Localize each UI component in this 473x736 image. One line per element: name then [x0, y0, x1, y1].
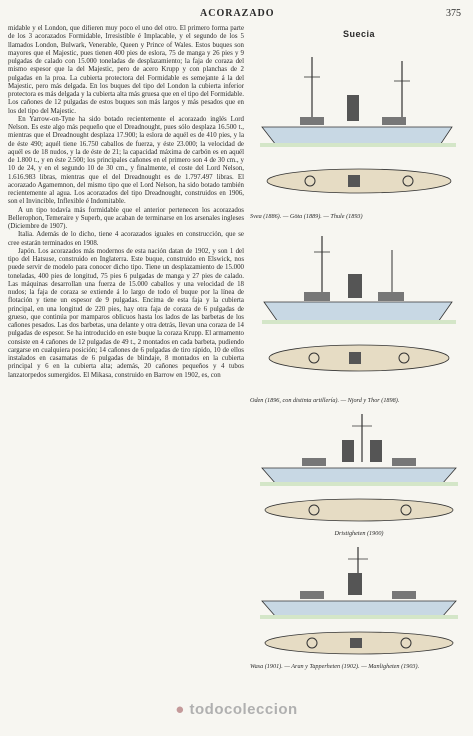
ship-caption: Wasa (1901). — Aran y Tapperheten (1902). — Manligheten (1903).	[250, 663, 420, 670]
watermark-text: todocoleccion	[189, 701, 298, 718]
ship-caption: Oden (1896, con distinta artillería). — Njord y Thor (1898).	[250, 397, 400, 404]
ship-caption: Svea (1886). — Göta (1889). — Thule (1893)	[250, 213, 363, 220]
ship-caption: Dristigheten (1900)	[334, 530, 384, 537]
article-paragraph: midable y el London, que difieren muy poco el uno del otro. El primero forma parte de los 3 acorazados Formidable, Irresistible é Implacable, y el segundo de los 5 llamados London, Bulwark, Venerable, Queen y Prince of Wales. Estos buques son mayores que el Majestic, pues tienen 400 pies de eslora, 75 de manga y 26 pies y 9 pulgadas de calado con 15.000 toneladas de desplazamiento; la faja de coraza del mismo espesor que la del Majestic, pero de acero Krupp y con planchas de 2 pulgadas en la proa. La cubierta protectora del Formidable es semejante á la del Majestic, pero más delgada. En los buques del tipo del London la cubierta inferior protectora es más delgada y la cubierta alta más gruesa que en el tipo del Formidable. Los cañones de 12 pulgadas de estos buques son más largos y más pesados que en los del tipo del Majestic.	[8, 25, 244, 115]
article-paragraph: Japón. Los acorazados más modernos de esta nación datan de 1902, y son 1 del tipo del Hatsuse, construido en Inglaterra. Este buque, construido en Elswick, nos puede servir de modelo para conocer dicho tipo. Tiene un desplazamiento de 15.000 toneladas, 400 pies de longitud, 75 pies 6 pulgadas de manga y 27 pies de calado. Las máquinas desarrollan una fuerza de 15.000 caballos y una velocidad de 18 nudos; la faja de coraza se extiende á lo largo de todo el buque por la línea de flotación y tiene un espesor de 9 pulgadas. Encima de esta faja y la cubierta principal, en una longitud de 220 pies, hay otra faja de coraza de 6 pulgadas de grueso, que continúa por mamparos oblicuos hasta los lados de las barbetas de los cañones pesados. Las dos barbetas, una delante y otra detrás, llevan una coraza de 14 pulgadas de espesor. Se ha introducido en este buque la coraza Krupp. El armamento consiste en 4 cañones de 12 pulgadas de 49 t., 2 montados en cada barbeta, pudiendo cargarse en cualquiera posición; 14 cañones de 6 pulgadas de tiro rápido, 10 de ellos instalados en casamatas de 6 pulgadas de blindaje, 8 montados en la cubierta principal y 6 en la cubierta alta; además, 20 cañones pequeños y 4 tubos lanzatorpedos sumergidos. El Mikasa, construido en Barrow en 1902, es, con	[8, 247, 244, 379]
ship-illustration-dristigheten	[252, 410, 466, 528]
ship-illustration-svea	[252, 47, 466, 207]
watermark-logo	[0, 701, 473, 718]
illustration-column	[250, 25, 468, 675]
article-text-column	[8, 25, 244, 675]
running-title: ACORAZADO	[200, 8, 275, 19]
article-paragraph: A un tipo todavía más formidable que el anterior pertenecen los acorazados Bellerophon, Temeraire y Superb, que acaban de terminarse en los arsenales ingleses (Diciembre de 1907).	[8, 206, 244, 230]
watermark-dot-icon: ●	[175, 701, 185, 718]
article-paragraph: En Yarrow-on-Tyne ha sido botado recientemente el acorazado inglés Lord Nelson. Es este algo más pequeño que el Dreadnought, pues sólo desplaza 16.500 t., mientras que el Dreadnought desplaza 17.900; la eslora de aquél es de 410 pies, y la de éste 490; aquél tiene 16.750 caballos de fuerza, y éste 23.000; la velocidad de aquél es de 18 nudos, y la de éste de 21; la capacidad máxima de carbón es en aquél de 1.800 t., y en éste 2.500; los principales cañones en el primero son 4 de 30 cm., y 10 de 24, y en el segundo 10 de 30 cm., y finalmente, el coste del Lord Nelson, 1.616.983 libras, mientras que el del Dreadnought es de 1.797.497 libras. El acorazado Agamemnon, del mismo tipo que el Lord Nelson, ha sido botado también recientemente al agua. Los acorazados del tipo Dreadnought, construidos en 1906, son el Invincible, Inflexible é Indomitable.	[8, 115, 244, 206]
page-number: 375	[446, 8, 461, 19]
article-paragraph: Italia. Además de lo dicho, tiene 4 acorazados iguales en construcción, que se cree estarán terminados en 1908.	[8, 231, 244, 247]
section-title: Suecia	[342, 29, 376, 39]
ship-illustration-wasa	[252, 543, 466, 661]
ship-illustration-oden	[252, 230, 466, 390]
page-header	[0, 8, 473, 24]
